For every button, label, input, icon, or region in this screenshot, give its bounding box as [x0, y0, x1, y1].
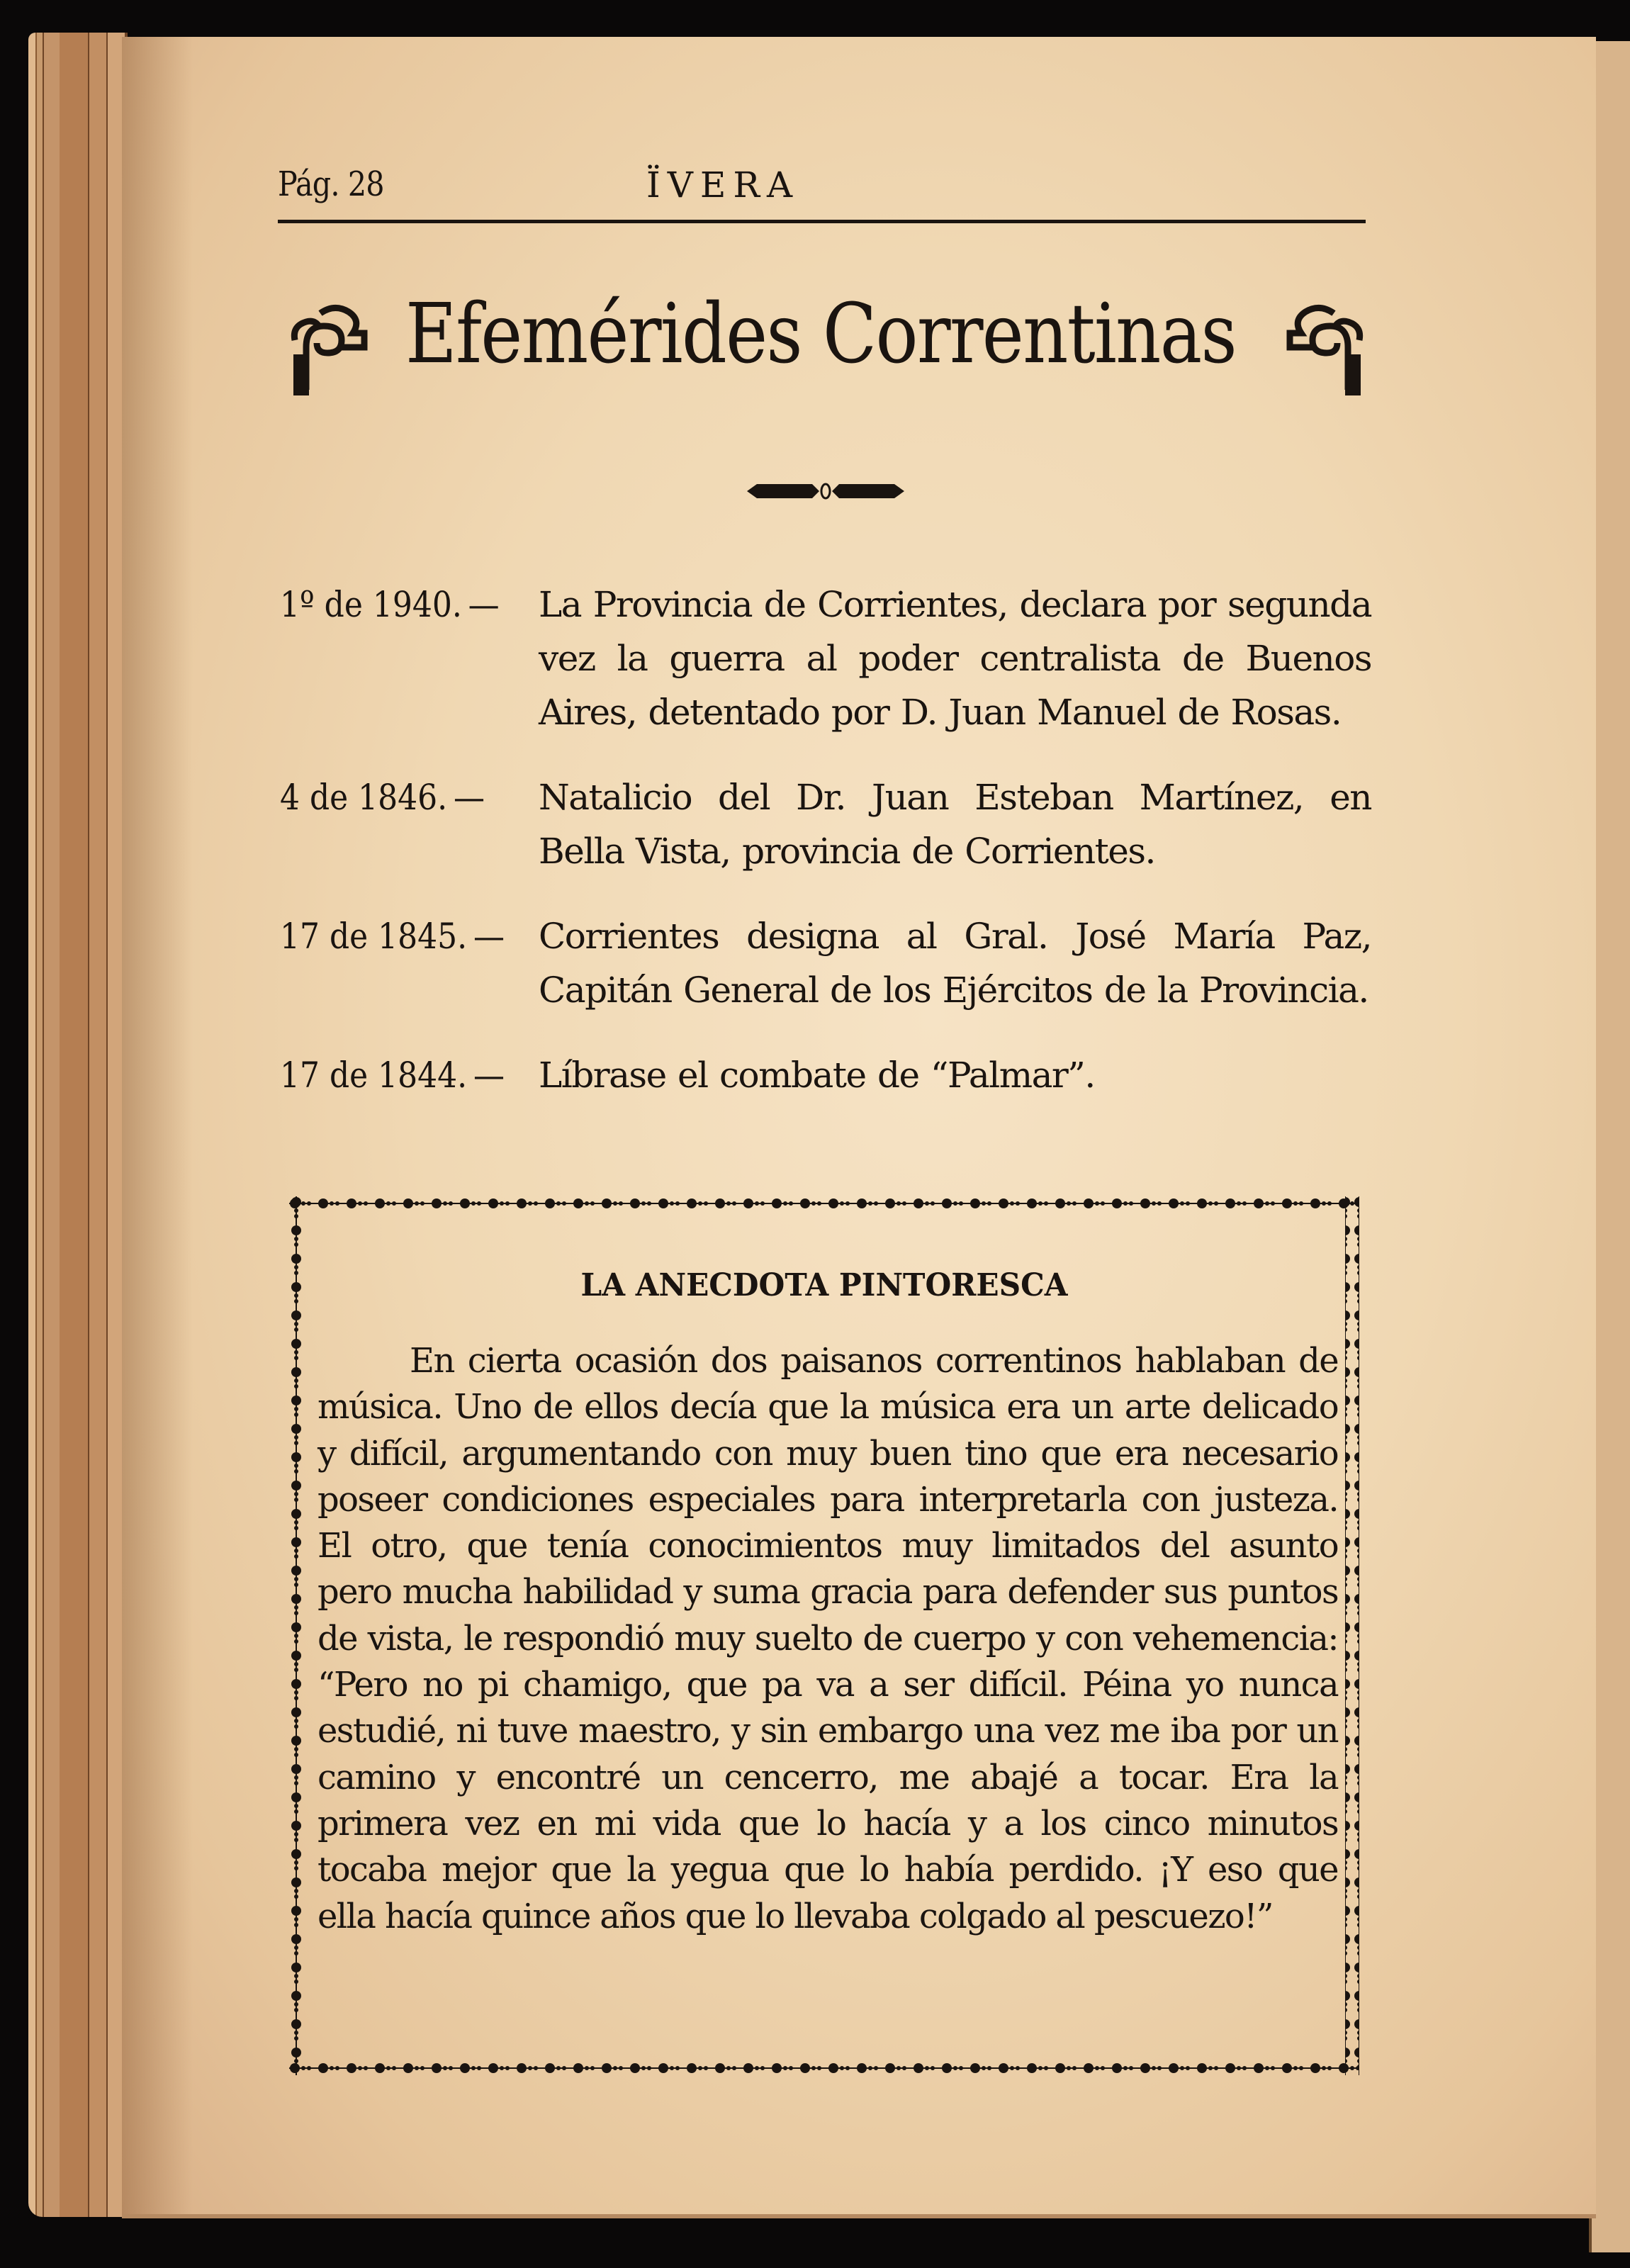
page-edges-left	[28, 33, 128, 2217]
divider-ornament-icon	[744, 478, 907, 504]
anecdote-title: LA ANECDOTA PINTORESCA	[580, 1267, 1068, 1303]
entry-date: 17 de 1844. —	[280, 1055, 505, 1096]
entry-date: 1º de 1940. —	[280, 584, 500, 625]
entry-date: 17 de 1845. —	[280, 916, 505, 957]
scroll-ornament-left-icon	[285, 298, 370, 397]
section-header	[278, 284, 1369, 404]
scroll-ornament-right-icon	[1284, 298, 1369, 397]
ephemeris-entry	[280, 770, 1371, 878]
anecdote-box	[289, 1196, 1359, 2075]
entry-text: Natalicio del Dr. Juan Esteban Martínez, en Bella Vista, provincia de Corrientes.	[539, 777, 1371, 872]
ephemerides-list	[280, 578, 1371, 1133]
entry-text: Corrientes designa al Gral. José María Paz, Capitán General de los Ejércitos de la Provincia.	[539, 916, 1371, 1011]
spine-shadow	[122, 37, 193, 2214]
journal-title: ÏVERA	[646, 164, 800, 206]
page-number: Pág. 28	[278, 164, 384, 204]
running-head	[278, 164, 1369, 221]
ephemeris-entry	[280, 1048, 1371, 1102]
anecdote-body: En cierta ocasión dos paisanos correntinos hablaban de música. Uno de ellos decía que la música era un arte delicado y difícil, argumentando con muy buen tino que era necesario poseer condiciones especiales para interpretarla con justeza. El otro, que tenía conocimientos muy limitados del asunto pero mucha habilidad y suma gracia para defender sus puntos de vista, le respondió muy suelto de cuerpo y con vehemencia: “Pero no pi chamigo, que pa va a ser difícil. Péina yo nunca estudié, ni tuve maestro, y sin embargo una vez me iba por un camino y encontré un cencerro, me abajé a tocar. Era la primera vez en mi vida que lo hacía y a los cinco minutos tocaba mejor que la yegua que lo había perdido. ¡Y eso que ella hacía quince años que lo llevaba colgado al pescuezo!”	[317, 1341, 1338, 1936]
entry-text: Líbrase el combate de “Palmar”.	[539, 1055, 1095, 1096]
entry-text: La Provincia de Corrientes, declara por segunda vez la guerra al poder centralista de Buenos Aires, detentado por D. Juan Manuel de Rosas.	[539, 584, 1371, 733]
entry-date: 4 de 1846. —	[280, 777, 485, 818]
ephemeris-entry	[280, 909, 1371, 1017]
section-title: Efemérides Correntinas	[405, 286, 1236, 382]
ephemeris-entry	[280, 578, 1371, 739]
header-rule	[278, 220, 1366, 223]
